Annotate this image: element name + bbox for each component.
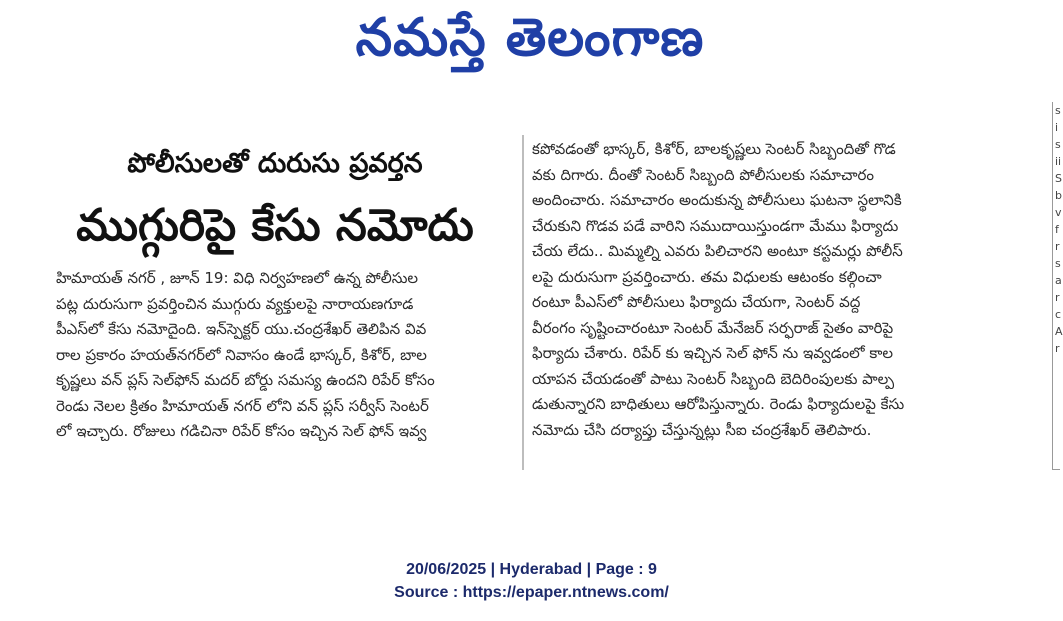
footer-date-edition: 20/06/2025 | Hyderabad | Page : 9 — [406, 561, 657, 578]
edge-letter: s — [1055, 138, 1061, 151]
edge-letter: ii — [1055, 155, 1062, 168]
masthead-logo: నమస్తే తెలంగాణ — [355, 8, 705, 68]
edge-letter: S — [1055, 172, 1062, 185]
article-body-left: హిమాయత్ నగర్ , జూన్ 19: విధి నిర్వహణలో ఉన్న పోలీసుల పట్ల దురుసుగా ప్రవర్తించిన ముగ్గురు వ్యక్తులపై నారాయణగూడ పీఎస్‌లో కేసు నమోదైంది. ఇన్‌స్పెక్టర్ యు.చంద్రశేఖర్ తెలిపిన వివ రాల ప్రకారం హయత్‌నగర్‌లో నివాసం ఉండే భాస్కర్, కిశోర్, బాల కృష్ణలు వన్ ప్లస్ సెల్‌ఫోన్ మదర్ బోర్డు సమస్య ఉందని రిపేర్ కోసం రెండు నెలల క్రితం హిమాయత్ నగర్ లోని వన్ ప్లస్ సర్వీస్ సెంటర్ లో ఇచ్చారు. రోజులు గడిచినా రిపేర్ కోసం ఇచ్చిన సెల్ ఫోన్ ఇవ్వ — [56, 269, 435, 440]
edge-letter: i — [1055, 121, 1059, 134]
article-body-right: కపోవడంతో భాస్కర్, కిశోర్, బాలకృష్ణలు సెంటర్ సిబ్బందితో గొడ వకు దిగారు. దీంతో సెంటర్ సిబ్బంది పోలీసులకు సమాచారం అందించారు. సమాచారం అందుకున్న పోలీసులు ఘటనా స్థలానికి చేరుకుని గొడవ పడే వారిని సముదాయిస్తుండగా మేము ఫిర్యాదు చేయ లేదు.. మిమ్మల్ని ఎవరు పిలిచారని అంటూ కస్టమర్లు పోలీస్ లపై దురుసుగా ప్రవర్తించారు. తమ విధులకు ఆటంకం కల్గించా రంటూ పీఎస్‌లో పోలీసులు ఫిర్యాదు చేయగా, సెంటర్ వద్ద వీరంగం సృష్టించారంటూ సెంటర్ మేనేజర్ సర్ఫరాజ్ సైతం వారిపై ఫిర్యాదు చేశారు. రిపేర్ కు ఇచ్చిన సెల్ ఫోన్ ను ఇవ్వడంలో కాల యాపన చేయడంతో పాటు సెంటర్ సిబ్బంది బెదిరింపులకు పాల్ప డుతున్నారని బాధితులు ఆరోపిస్తున్నారు. రెండు ఫిర్యాదులపై కేసు నమోదు చేసి దర్యాప్తు చేస్తున్నట్లు సీఐ చంద్రశేఖర్ తెలిపారు. — [532, 140, 905, 439]
edge-letter: f — [1055, 223, 1059, 236]
edge-letter: s — [1055, 257, 1061, 270]
column-divider — [522, 135, 524, 470]
edge-letter: c — [1055, 308, 1062, 321]
edge-corner-mark — [1052, 469, 1060, 470]
edge-letter: a — [1055, 274, 1062, 287]
edge-letter: s — [1055, 104, 1061, 117]
edge-letter: b — [1055, 189, 1062, 202]
edge-letter: r — [1055, 291, 1060, 304]
edge-letter: r — [1055, 240, 1060, 253]
edge-letter: r — [1055, 342, 1060, 355]
edge-letter: v — [1055, 206, 1062, 219]
article-kicker: పోలీసులతో దురుసు ప్రవర్తన — [127, 148, 423, 179]
article-headline: ముగ్గురిపై కేసు నమోదు — [76, 200, 474, 251]
footer-source: Source : https://epaper.ntnews.com/ — [394, 584, 669, 601]
adjacent-article-edge — [1052, 102, 1063, 470]
edge-letter: A — [1055, 325, 1063, 338]
